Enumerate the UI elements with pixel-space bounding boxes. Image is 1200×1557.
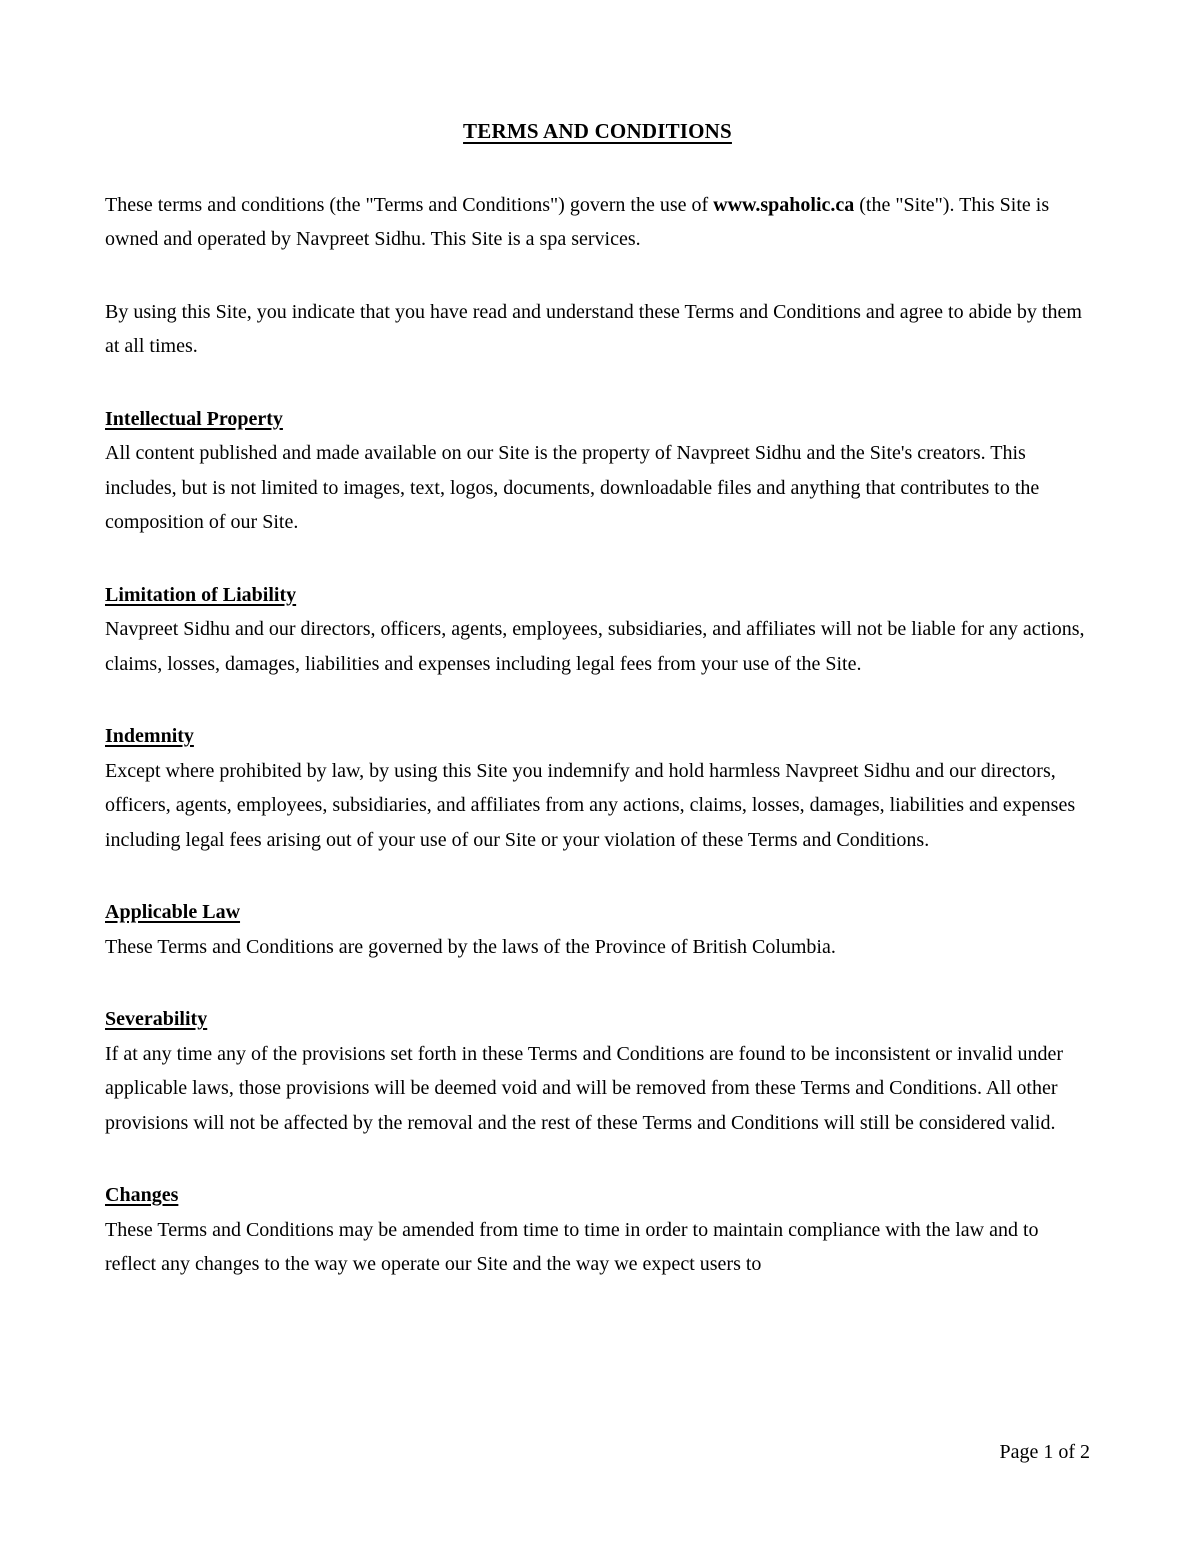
section-heading-severability: Severability xyxy=(105,1008,208,1030)
section-heading-indemnity: Indemnity xyxy=(105,725,194,747)
document-page xyxy=(105,114,1090,1320)
section-severability xyxy=(105,1002,1090,1140)
section-heading-limitation-of-liability: Limitation of Liability xyxy=(105,583,297,606)
section-changes xyxy=(105,1178,1090,1282)
section-heading-applicable-law: Applicable Law xyxy=(105,901,241,923)
intro-paragraph-1-text-cont: (the "Site"). This Site is owned and operated by Navpreet Sidhu. This Site is a spa services. xyxy=(105,193,1050,250)
section-body-limitation-of-liability: Navpreet Sidhu and our directors, officers, agents, employees, subsidiaries, and affiliates will not be liable for any actions, claims, losses, damages, liabilities and expenses including legal fees from your use of the Site. xyxy=(105,618,1085,675)
section-intellectual-property xyxy=(105,402,1090,540)
document-title: TERMS AND CONDITIONS xyxy=(463,119,732,143)
section-body-applicable-law: These Terms and Conditions are governed by the laws of the Province of British Columbia. xyxy=(105,935,836,958)
section-applicable-law xyxy=(105,895,1090,964)
section-body-intellectual-property: All content published and made available on our Site is the property of Navpreet Sidhu and the Site's creators. This includes, but is not limited to images, text, logos, documents, downloadable files and anything that contributes to the composition of our Site. xyxy=(105,442,1040,533)
section-body-severability: If at any time any of the provisions set forth in these Terms and Conditions are found to be inconsistent or invalid under applicable laws, those provisions will be deemed void and will be removed from these Terms and Conditions. All other provisions will not be affected by the removal and the rest of these Terms and Conditions will still be considered valid. xyxy=(105,1042,1064,1134)
section-heading-intellectual-property: Intellectual Property xyxy=(105,407,283,430)
section-heading-changes: Changes xyxy=(105,1184,179,1206)
intro-paragraph-1 xyxy=(105,188,1090,257)
section-limitation-of-liability xyxy=(105,578,1090,682)
section-body-indemnity: Except where prohibited by law, by using this Site you indemnify and hold harmless Navpreet Sidhu and our directors, officers, agents, employees, subsidiaries, and affiliates from any actions, claims, losses, damages, liabilities and expenses including legal fees arising out of your use of our Site or your violation of these Terms and Conditions. xyxy=(105,759,1076,851)
page-number: Page 1 of 2 xyxy=(999,1441,1090,1463)
section-indemnity xyxy=(105,719,1090,857)
site-url: www.spaholic.ca xyxy=(713,193,855,216)
intro-paragraph-2: By using this Site, you indicate that you have read and understand these Terms and Conditions and agree to abide by them at all times. xyxy=(105,300,1082,357)
section-body-changes: These Terms and Conditions may be amended from time to time in order to maintain compliance with the law and to reflect any changes to the way we operate our Site and the way we expect users to xyxy=(105,1218,1039,1275)
intro-paragraph-1-text: These terms and conditions (the "Terms and Conditions") govern the use of xyxy=(105,193,714,216)
